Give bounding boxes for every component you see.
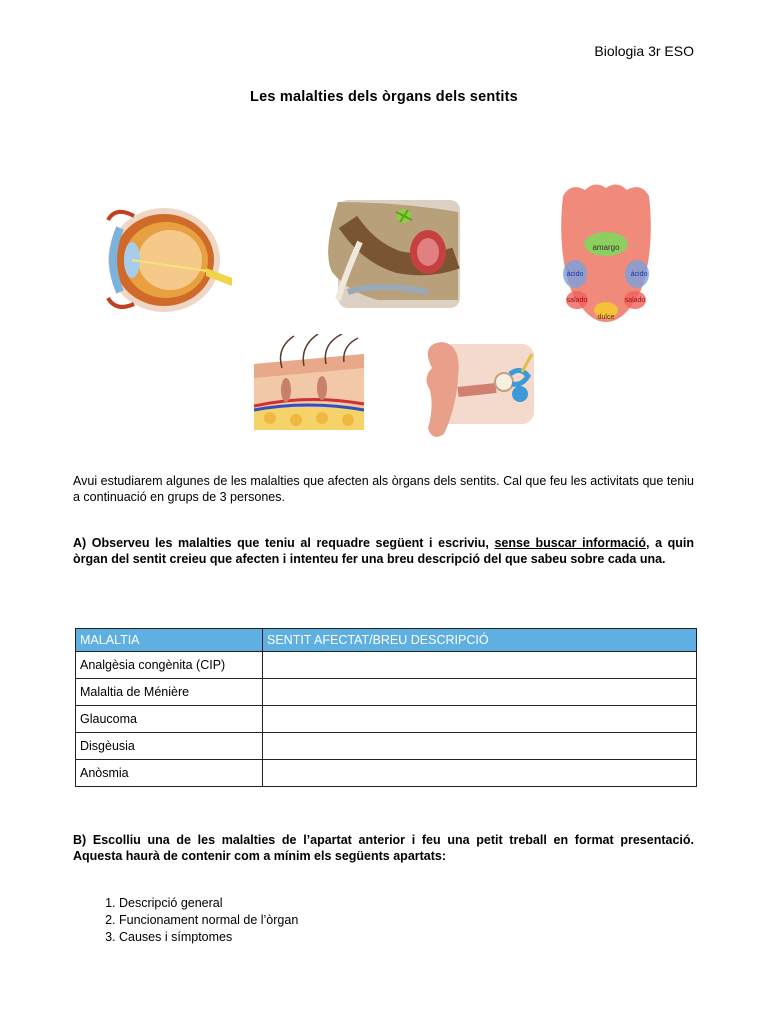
answer-cell[interactable] (263, 706, 697, 733)
list-item: 1. Descripció general (119, 895, 298, 912)
section-a-text-2: , a quin òrgan del sentit creieu que afecten i intenteu fer una breu descripció del que sabeu sobre cada una. (73, 536, 695, 566)
answer-cell[interactable] (263, 679, 697, 706)
nose-illustration (308, 192, 466, 314)
disease-name: Glaucoma (76, 706, 263, 733)
list-item: 2. Funcionament normal de l’òrgan (119, 912, 298, 929)
header-sentit: SENTIT AFECTAT/BREU DESCRIPCIÓ (263, 629, 697, 652)
list-item: 3. Causes i símptomes (119, 929, 298, 946)
disease-name: Analgèsia congènita (CIP) (76, 652, 263, 679)
tongue-label-acido-left: ácido (566, 271, 584, 278)
tongue-label-dulce: dulce (597, 314, 615, 321)
diseases-table (75, 628, 697, 787)
table-row (76, 760, 697, 787)
answer-cell[interactable] (263, 733, 697, 760)
table-row (76, 652, 697, 679)
answer-cell[interactable] (263, 652, 697, 679)
tongue-label-acido-right: ácido (630, 271, 648, 278)
course-label: Biologia 3r ESO (594, 43, 694, 59)
skin-illustration (252, 334, 366, 434)
table-header-row (76, 629, 697, 652)
tongue-label-salado-left: salado (566, 297, 588, 304)
tongue-illustration (555, 180, 657, 324)
section-a-instructions (73, 535, 694, 567)
section-a-text-1: A) Observeu les malalties que teniu al requadre següent i escriviu, (73, 536, 495, 550)
answer-cell[interactable] (263, 760, 697, 787)
section-b-instructions: B) Escolliu una de les malalties de l’apartat anterior i feu una petit treball en format presentació. Aquesta haurà de contenir com a mínim els següents apartats: (73, 833, 694, 863)
disease-name: Disgèusia (76, 733, 263, 760)
page-title: Les malalties dels òrgans dels sentits (250, 89, 518, 105)
ear-illustration (414, 338, 538, 444)
table-row (76, 679, 697, 706)
table-row (76, 733, 697, 760)
required-sections-list (96, 895, 298, 946)
table-row (76, 706, 697, 733)
disease-name: Malaltia de Ménière (76, 679, 263, 706)
disease-name: Anòsmia (76, 760, 263, 787)
intro-paragraph: Avui estudiarem algunes de les malalties que afecten als òrgans dels sentits. Cal que feu les activitats que teniu a continuació en grups de 3 persones. (73, 474, 694, 504)
tongue-label-amargo: amargo (592, 243, 620, 252)
tongue-label-salado-right: salado (624, 297, 646, 304)
eye-illustration (86, 198, 236, 316)
section-a-underlined: sense buscar informació (494, 536, 647, 550)
header-malaltia: MALALTIA (76, 629, 263, 652)
